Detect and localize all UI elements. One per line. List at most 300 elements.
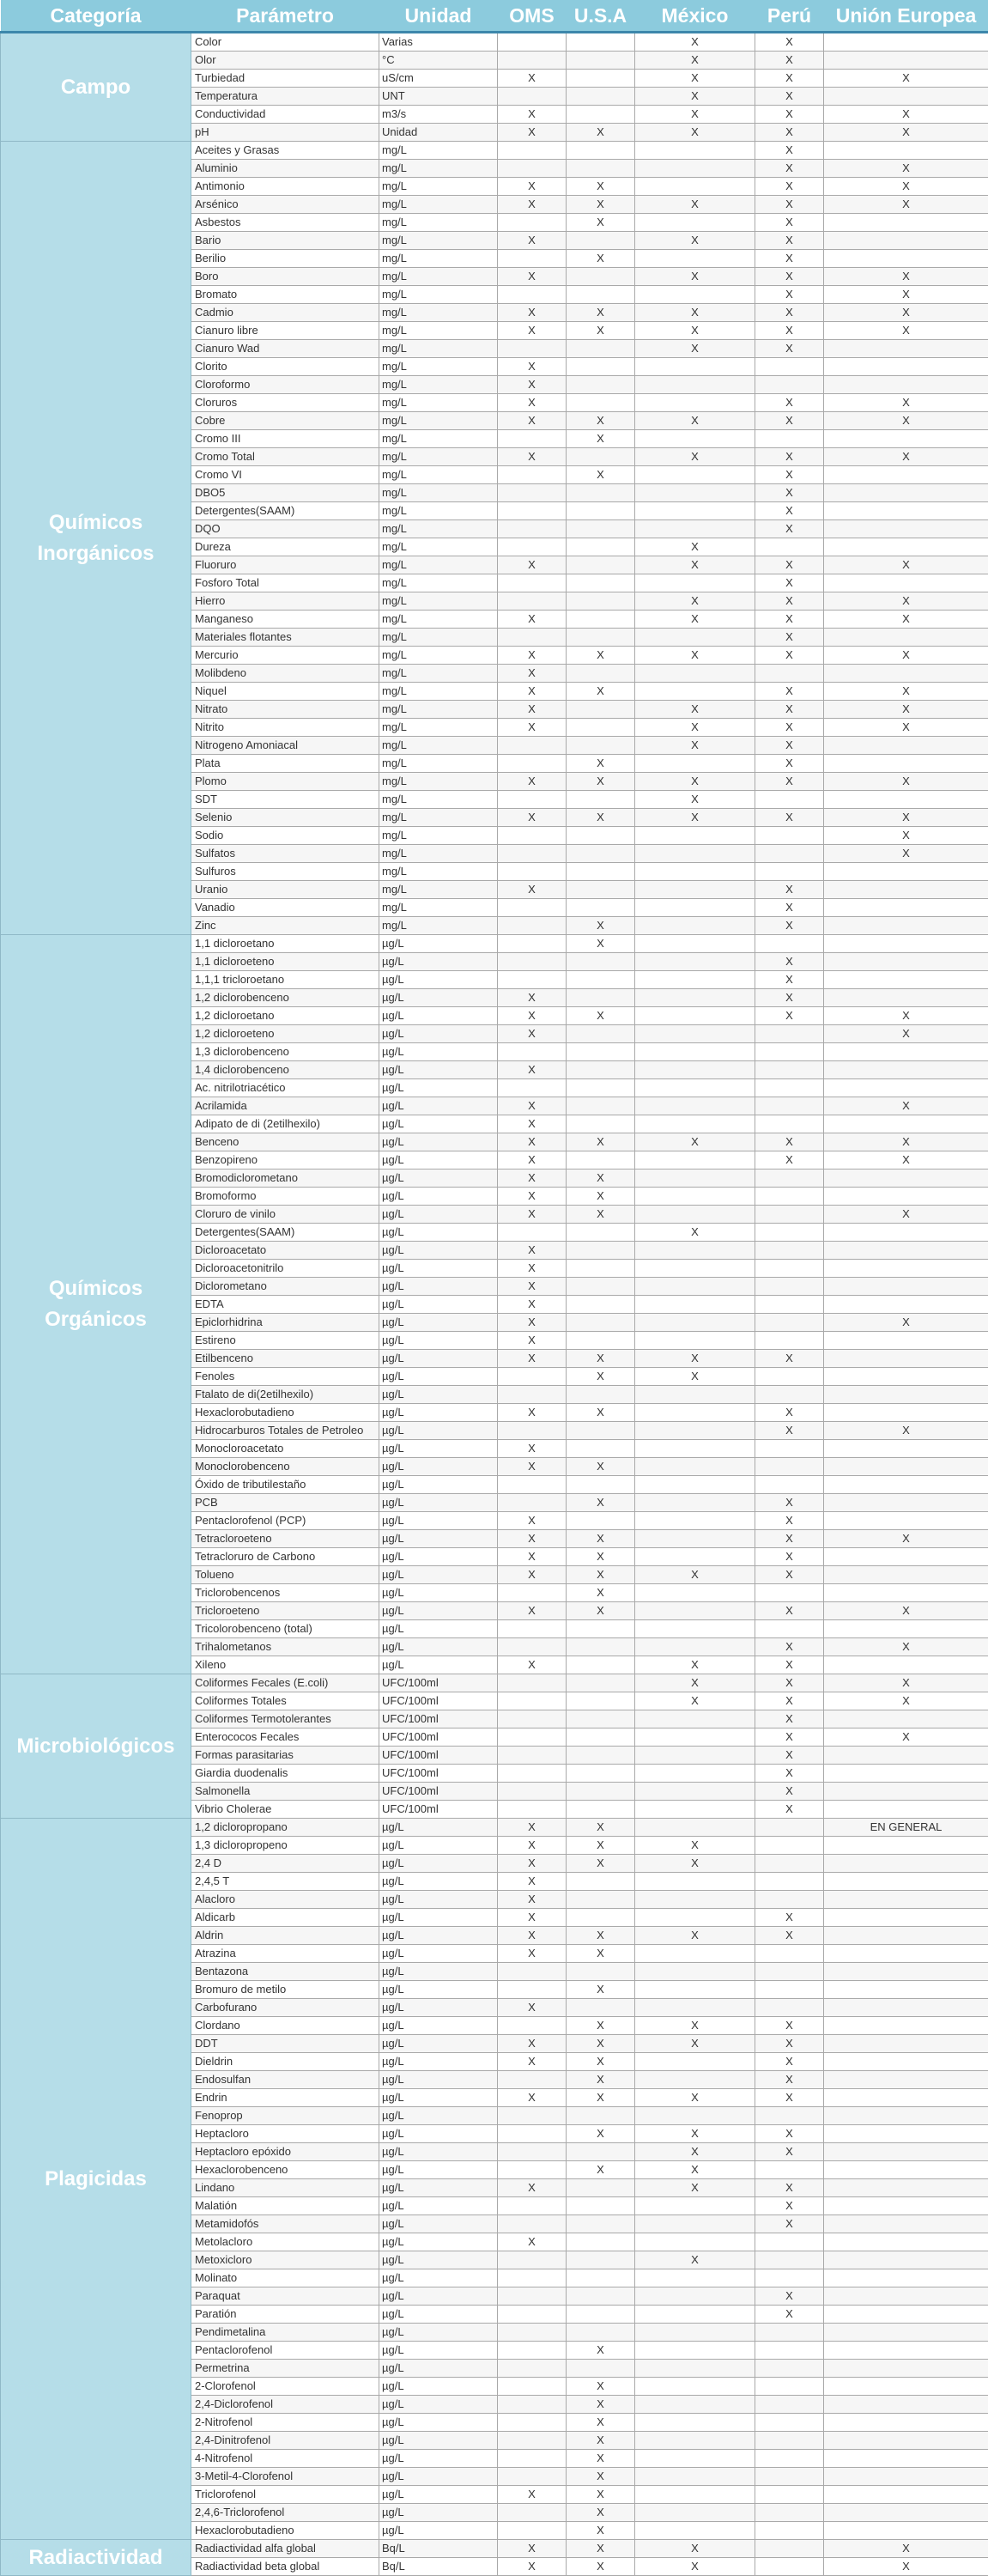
- unidad-cell: UFC/100ml: [379, 1728, 498, 1747]
- parametro-cell: Bario: [191, 232, 379, 250]
- union-europea-cell: [824, 430, 988, 448]
- parametro-cell: Tricolorobenceno (total): [191, 1620, 379, 1638]
- union-europea-cell: [824, 250, 988, 268]
- union-europea-cell: [824, 1061, 988, 1079]
- parametro-cell: Bromodiclorometano: [191, 1170, 379, 1188]
- union-europea-cell: X: [824, 845, 988, 863]
- unidad-cell: µg/L: [379, 2233, 498, 2251]
- parametro-cell: Sulfuros: [191, 863, 379, 881]
- parametro-cell: Coliformes Fecales (E.coli): [191, 1674, 379, 1692]
- unidad-cell: µg/L: [379, 2161, 498, 2179]
- mexico-cell: X: [635, 701, 755, 719]
- peru-cell: X: [755, 971, 824, 989]
- oms-cell: X: [498, 1133, 567, 1151]
- usa-cell: X: [567, 2450, 635, 2468]
- peru-cell: [755, 1242, 824, 1260]
- peru-cell: [755, 376, 824, 394]
- peru-cell: X: [755, 52, 824, 70]
- usa-cell: X: [567, 2414, 635, 2432]
- parametro-cell: Cadmio: [191, 304, 379, 322]
- parametro-cell: Giardia duodenalis: [191, 1765, 379, 1783]
- parametro-cell: Nitrogeno Amoniacal: [191, 737, 379, 755]
- oms-cell: X: [498, 2486, 567, 2504]
- usa-cell: X: [567, 647, 635, 665]
- mexico-cell: [635, 1909, 755, 1927]
- unidad-cell: UFC/100ml: [379, 1765, 498, 1783]
- mexico-cell: [635, 1710, 755, 1728]
- usa-cell: [567, 1638, 635, 1656]
- union-europea-cell: [824, 1765, 988, 1783]
- peru-cell: X: [755, 647, 824, 665]
- mexico-cell: X: [635, 232, 755, 250]
- oms-cell: X: [498, 2053, 567, 2071]
- unidad-cell: µg/L: [379, 1963, 498, 1981]
- oms-cell: X: [498, 665, 567, 683]
- mexico-cell: [635, 466, 755, 484]
- oms-cell: X: [498, 1115, 567, 1133]
- oms-cell: [498, 2215, 567, 2233]
- oms-cell: [498, 88, 567, 106]
- usa-cell: X: [567, 2486, 635, 2504]
- peru-cell: [755, 1476, 824, 1494]
- unidad-cell: µg/L: [379, 935, 498, 953]
- parametro-cell: Coliformes Termotolerantes: [191, 1710, 379, 1728]
- oms-cell: [498, 1584, 567, 1602]
- usa-cell: [567, 1963, 635, 1981]
- union-europea-cell: [824, 2360, 988, 2378]
- header-mexico: México: [635, 0, 755, 33]
- unidad-cell: mg/L: [379, 502, 498, 520]
- parametro-cell: Monoclorobenceno: [191, 1458, 379, 1476]
- peru-cell: [755, 1079, 824, 1097]
- oms-cell: X: [498, 1656, 567, 1674]
- parametro-cell: Metolacloro: [191, 2233, 379, 2251]
- parametro-cell: DQO: [191, 520, 379, 538]
- unidad-cell: Varias: [379, 33, 498, 52]
- oms-cell: X: [498, 1873, 567, 1891]
- peru-cell: X: [755, 701, 824, 719]
- mexico-cell: X: [635, 52, 755, 70]
- union-europea-cell: [824, 1188, 988, 1206]
- peru-cell: X: [755, 755, 824, 773]
- unidad-cell: µg/L: [379, 1422, 498, 1440]
- table-row: [1, 1674, 988, 1692]
- mexico-cell: [635, 881, 755, 899]
- parametro-cell: Monocloroacetato: [191, 1440, 379, 1458]
- header-categoria: Categoría: [1, 0, 191, 33]
- mexico-cell: [635, 142, 755, 160]
- oms-cell: X: [498, 394, 567, 412]
- unidad-cell: µg/L: [379, 989, 498, 1007]
- usa-cell: [567, 719, 635, 737]
- peru-cell: X: [755, 106, 824, 124]
- oms-cell: [498, 2432, 567, 2450]
- oms-cell: [498, 2251, 567, 2269]
- unidad-cell: µg/L: [379, 2125, 498, 2143]
- mexico-cell: X: [635, 538, 755, 556]
- peru-cell: X: [755, 899, 824, 917]
- oms-cell: X: [498, 1061, 567, 1079]
- parametro-cell: Cromo VI: [191, 466, 379, 484]
- peru-cell: X: [755, 1566, 824, 1584]
- parametro-cell: Dicloroacetonitrilo: [191, 1260, 379, 1278]
- peru-cell: [755, 2269, 824, 2287]
- usa-cell: X: [567, 1945, 635, 1963]
- mexico-cell: [635, 1512, 755, 1530]
- unidad-cell: mg/L: [379, 556, 498, 574]
- oms-cell: [498, 2125, 567, 2143]
- parametro-cell: 1,1 dicloroeteno: [191, 953, 379, 971]
- oms-cell: [498, 430, 567, 448]
- usa-cell: X: [567, 917, 635, 935]
- unidad-cell: µg/L: [379, 2324, 498, 2342]
- unidad-cell: µg/L: [379, 2017, 498, 2035]
- oms-cell: [498, 791, 567, 809]
- usa-cell: [567, 1224, 635, 1242]
- parametro-cell: Nitrito: [191, 719, 379, 737]
- unidad-cell: µg/L: [379, 1909, 498, 1927]
- mexico-cell: [635, 2342, 755, 2360]
- usa-cell: X: [567, 2378, 635, 2396]
- peru-cell: [755, 1855, 824, 1873]
- union-europea-cell: X: [824, 268, 988, 286]
- peru-cell: X: [755, 2071, 824, 2089]
- mexico-cell: [635, 1206, 755, 1224]
- unidad-cell: mg/L: [379, 232, 498, 250]
- union-europea-cell: [824, 1368, 988, 1386]
- peru-cell: X: [755, 1765, 824, 1783]
- usa-cell: X: [567, 196, 635, 214]
- union-europea-cell: [824, 1043, 988, 1061]
- unidad-cell: µg/L: [379, 1097, 498, 1115]
- usa-cell: [567, 2251, 635, 2269]
- oms-cell: [498, 1422, 567, 1440]
- parametro-cell: 3-Metil-4-Clorofenol: [191, 2468, 379, 2486]
- mexico-cell: [635, 1458, 755, 1476]
- parametro-cell: Cobre: [191, 412, 379, 430]
- oms-cell: X: [498, 1170, 567, 1188]
- union-europea-cell: [824, 1999, 988, 2017]
- peru-cell: X: [755, 737, 824, 755]
- usa-cell: X: [567, 1350, 635, 1368]
- parametro-cell: Color: [191, 33, 379, 52]
- unidad-cell: mg/L: [379, 376, 498, 394]
- mexico-cell: [635, 1602, 755, 1620]
- usa-cell: [567, 2233, 635, 2251]
- peru-cell: [755, 2504, 824, 2522]
- mexico-cell: [635, 1530, 755, 1548]
- unidad-cell: µg/L: [379, 1512, 498, 1530]
- usa-cell: [567, 1692, 635, 1710]
- unidad-cell: mg/L: [379, 881, 498, 899]
- mexico-cell: [635, 250, 755, 268]
- oms-cell: [498, 2161, 567, 2179]
- oms-cell: [498, 592, 567, 611]
- union-europea-cell: [824, 1837, 988, 1855]
- parametro-cell: Temperatura: [191, 88, 379, 106]
- mexico-cell: [635, 2360, 755, 2378]
- mexico-cell: [635, 2486, 755, 2504]
- peru-cell: X: [755, 1350, 824, 1368]
- peru-cell: [755, 845, 824, 863]
- mexico-cell: X: [635, 1855, 755, 1873]
- mexico-cell: [635, 1620, 755, 1638]
- mexico-cell: [635, 845, 755, 863]
- mexico-cell: [635, 2269, 755, 2287]
- usa-cell: X: [567, 466, 635, 484]
- mexico-cell: [635, 1638, 755, 1656]
- unidad-cell: µg/L: [379, 2143, 498, 2161]
- oms-cell: X: [498, 1458, 567, 1476]
- union-europea-cell: [824, 665, 988, 683]
- usa-cell: [567, 1097, 635, 1115]
- oms-cell: [498, 1043, 567, 1061]
- parametro-cell: Paratión: [191, 2306, 379, 2324]
- oms-cell: [498, 2378, 567, 2396]
- usa-cell: X: [567, 2161, 635, 2179]
- mexico-cell: [635, 989, 755, 1007]
- parametro-cell: 1,2 dicloroetano: [191, 1007, 379, 1025]
- usa-cell: X: [567, 1206, 635, 1224]
- peru-cell: X: [755, 881, 824, 899]
- usa-cell: X: [567, 2468, 635, 2486]
- parametro-cell: Epiclorhidrina: [191, 1314, 379, 1332]
- table-body: [1, 33, 988, 2576]
- parametro-cell: 1,4 diclorobenceno: [191, 1061, 379, 1079]
- usa-cell: [567, 1801, 635, 1819]
- union-europea-cell: X: [824, 1422, 988, 1440]
- union-europea-cell: [824, 376, 988, 394]
- oms-cell: [498, 1620, 567, 1638]
- unidad-cell: µg/L: [379, 1025, 498, 1043]
- mexico-cell: [635, 827, 755, 845]
- oms-cell: [498, 2324, 567, 2342]
- unidad-cell: µg/L: [379, 1819, 498, 1837]
- union-europea-cell: [824, 1115, 988, 1133]
- unidad-cell: µg/L: [379, 1043, 498, 1061]
- parametro-cell: Zinc: [191, 917, 379, 935]
- oms-cell: [498, 286, 567, 304]
- union-europea-cell: [824, 2269, 988, 2287]
- unidad-cell: UNT: [379, 88, 498, 106]
- peru-cell: X: [755, 1494, 824, 1512]
- unidad-cell: µg/L: [379, 2089, 498, 2107]
- union-europea-cell: X: [824, 448, 988, 466]
- unidad-cell: µg/L: [379, 1584, 498, 1602]
- peru-cell: X: [755, 1710, 824, 1728]
- parametro-cell: Trihalometanos: [191, 1638, 379, 1656]
- peru-cell: X: [755, 484, 824, 502]
- usa-cell: [567, 1386, 635, 1404]
- oms-cell: X: [498, 268, 567, 286]
- peru-cell: X: [755, 502, 824, 520]
- usa-cell: [567, 1873, 635, 1891]
- parametro-cell: 1,3 dicloropropeno: [191, 1837, 379, 1855]
- unidad-cell: µg/L: [379, 2053, 498, 2071]
- unidad-cell: µg/L: [379, 1999, 498, 2017]
- peru-cell: X: [755, 2089, 824, 2107]
- mexico-cell: [635, 1296, 755, 1314]
- union-europea-cell: X: [824, 412, 988, 430]
- oms-cell: [498, 1747, 567, 1765]
- union-europea-cell: [824, 2179, 988, 2197]
- mexico-cell: [635, 358, 755, 376]
- oms-cell: [498, 466, 567, 484]
- parametro-cell: Hexaclorobutadieno: [191, 2522, 379, 2540]
- mexico-cell: [635, 430, 755, 448]
- union-europea-cell: [824, 1079, 988, 1097]
- mexico-cell: [635, 1891, 755, 1909]
- parametro-cell: 2-Clorofenol: [191, 2378, 379, 2396]
- oms-cell: X: [498, 1566, 567, 1584]
- oms-cell: [498, 971, 567, 989]
- union-europea-cell: [824, 935, 988, 953]
- unidad-cell: µg/L: [379, 1314, 498, 1332]
- peru-cell: [755, 1620, 824, 1638]
- unidad-cell: Unidad: [379, 124, 498, 142]
- mexico-cell: X: [635, 88, 755, 106]
- parametro-cell: Vibrio Cholerae: [191, 1801, 379, 1819]
- unidad-cell: µg/L: [379, 1891, 498, 1909]
- usa-cell: X: [567, 250, 635, 268]
- unidad-cell: µg/L: [379, 1656, 498, 1674]
- mexico-cell: [635, 1981, 755, 1999]
- oms-cell: [498, 520, 567, 538]
- unidad-cell: µg/L: [379, 1242, 498, 1260]
- mexico-cell: [635, 286, 755, 304]
- parametro-cell: Metamidofós: [191, 2215, 379, 2233]
- unidad-cell: µg/L: [379, 2450, 498, 2468]
- oms-cell: X: [498, 70, 567, 88]
- mexico-cell: [635, 971, 755, 989]
- peru-cell: X: [755, 340, 824, 358]
- oms-cell: X: [498, 1440, 567, 1458]
- usa-cell: [567, 1242, 635, 1260]
- oms-cell: [498, 935, 567, 953]
- peru-cell: [755, 1188, 824, 1206]
- usa-cell: [567, 2269, 635, 2287]
- peru-cell: X: [755, 196, 824, 214]
- mexico-cell: [635, 1278, 755, 1296]
- oms-cell: [498, 737, 567, 755]
- peru-cell: X: [755, 214, 824, 232]
- unidad-cell: mg/L: [379, 520, 498, 538]
- unidad-cell: mg/L: [379, 250, 498, 268]
- mexico-cell: [635, 178, 755, 196]
- mexico-cell: [635, 1260, 755, 1278]
- mexico-cell: [635, 2306, 755, 2324]
- unidad-cell: µg/L: [379, 1350, 498, 1368]
- usa-cell: X: [567, 1133, 635, 1151]
- oms-cell: X: [498, 1837, 567, 1855]
- unidad-cell: mg/L: [379, 484, 498, 502]
- oms-cell: X: [498, 1260, 567, 1278]
- peru-cell: [755, 665, 824, 683]
- usa-cell: [567, 484, 635, 502]
- parametro-cell: Hexaclorobutadieno: [191, 1404, 379, 1422]
- unidad-cell: µg/L: [379, 1332, 498, 1350]
- peru-cell: [755, 1440, 824, 1458]
- unidad-cell: µg/L: [379, 1170, 498, 1188]
- peru-cell: X: [755, 917, 824, 935]
- oms-cell: X: [498, 376, 567, 394]
- mexico-cell: X: [635, 647, 755, 665]
- oms-cell: X: [498, 2233, 567, 2251]
- usa-cell: [567, 989, 635, 1007]
- peru-cell: X: [755, 2017, 824, 2035]
- oms-cell: X: [498, 1891, 567, 1909]
- parametro-cell: PCB: [191, 1494, 379, 1512]
- union-europea-cell: [824, 232, 988, 250]
- oms-cell: [498, 502, 567, 520]
- unidad-cell: µg/L: [379, 971, 498, 989]
- union-europea-cell: [824, 2143, 988, 2161]
- parametro-cell: Triclorofenol: [191, 2486, 379, 2504]
- oms-cell: X: [498, 322, 567, 340]
- unidad-cell: mg/L: [379, 737, 498, 755]
- union-europea-cell: [824, 574, 988, 592]
- unidad-cell: mg/L: [379, 430, 498, 448]
- mexico-cell: X: [635, 1350, 755, 1368]
- union-europea-cell: [824, 2486, 988, 2504]
- unidad-cell: µg/L: [379, 2107, 498, 2125]
- union-europea-cell: X: [824, 647, 988, 665]
- peru-cell: X: [755, 1801, 824, 1819]
- oms-cell: [498, 863, 567, 881]
- peru-cell: X: [755, 2035, 824, 2053]
- unidad-cell: Bq/L: [379, 2558, 498, 2576]
- union-europea-cell: [824, 2432, 988, 2450]
- peru-cell: X: [755, 611, 824, 629]
- usa-cell: [567, 448, 635, 466]
- mexico-cell: X: [635, 2540, 755, 2558]
- oms-cell: X: [498, 1927, 567, 1945]
- peru-cell: [755, 1224, 824, 1242]
- usa-cell: [567, 538, 635, 556]
- peru-cell: X: [755, 124, 824, 142]
- usa-cell: X: [567, 935, 635, 953]
- oms-cell: X: [498, 2540, 567, 2558]
- parametro-cell: Fenoprop: [191, 2107, 379, 2125]
- mexico-cell: X: [635, 1837, 755, 1855]
- mexico-cell: [635, 2414, 755, 2432]
- oms-cell: [498, 755, 567, 773]
- peru-cell: [755, 2450, 824, 2468]
- usa-cell: [567, 2179, 635, 2197]
- oms-cell: [498, 1728, 567, 1747]
- oms-cell: [498, 2071, 567, 2089]
- parametro-cell: Sulfatos: [191, 845, 379, 863]
- usa-cell: [567, 881, 635, 899]
- oms-cell: X: [498, 2558, 567, 2576]
- union-europea-cell: [824, 2107, 988, 2125]
- union-europea-cell: X: [824, 827, 988, 845]
- union-europea-cell: [824, 538, 988, 556]
- union-europea-cell: [824, 2522, 988, 2540]
- mexico-cell: X: [635, 737, 755, 755]
- mexico-cell: X: [635, 1566, 755, 1584]
- union-europea-cell: [824, 2215, 988, 2233]
- union-europea-cell: [824, 2306, 988, 2324]
- unidad-cell: mg/L: [379, 340, 498, 358]
- peru-cell: [755, 2486, 824, 2504]
- unidad-cell: µg/L: [379, 953, 498, 971]
- parametro-cell: Aldrin: [191, 1927, 379, 1945]
- union-europea-cell: [824, 2504, 988, 2522]
- peru-cell: [755, 2233, 824, 2251]
- mexico-cell: [635, 1873, 755, 1891]
- peru-cell: X: [755, 1548, 824, 1566]
